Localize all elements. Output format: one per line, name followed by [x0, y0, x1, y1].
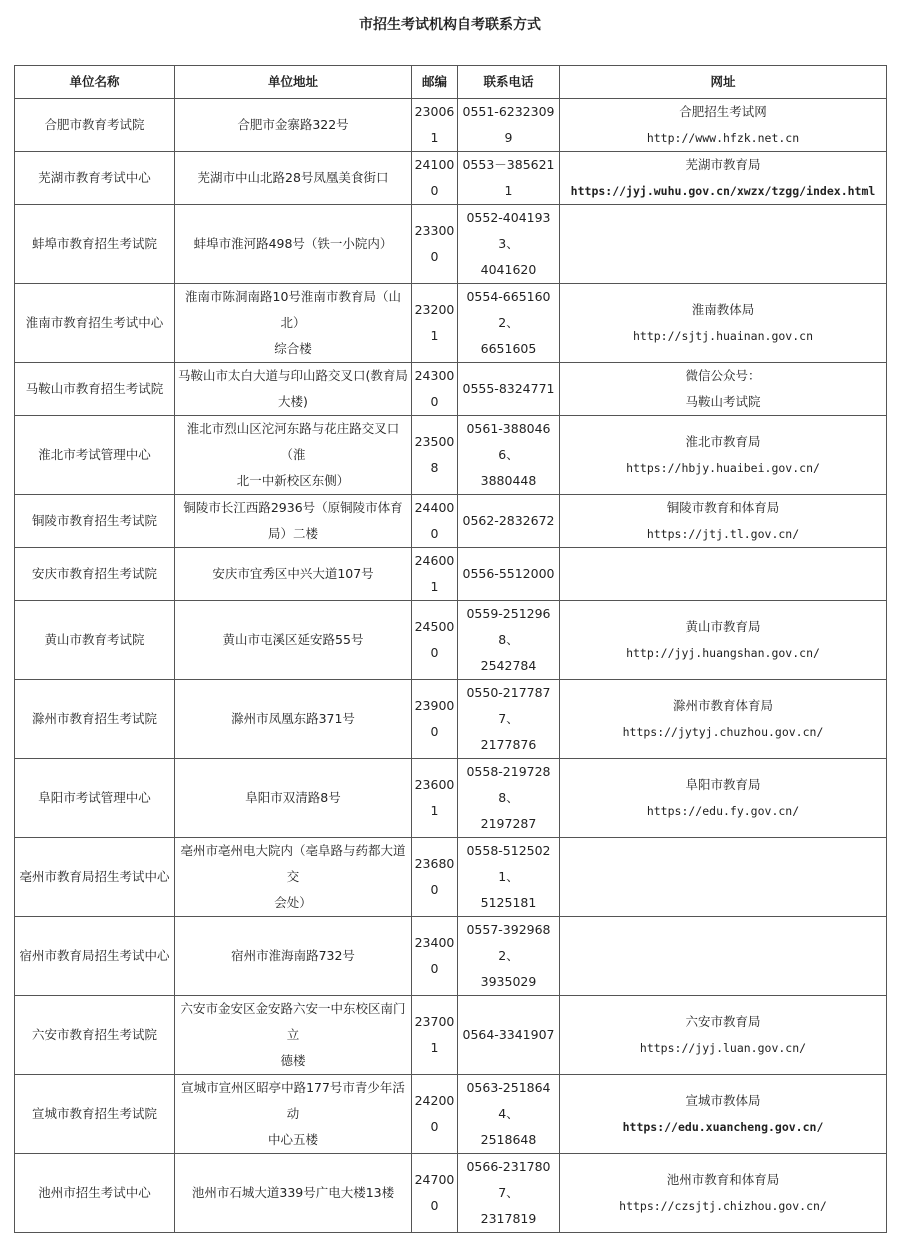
phone-number: 6651605 [480, 341, 537, 356]
zip-cell [412, 680, 458, 759]
website-url-link[interactable]: https://jyj.wuhu.gov.cn/xwzx/tzgg/index.html [570, 184, 876, 198]
website-url-link[interactable]: https://edu.xuancheng.gov.cn/ [622, 1120, 824, 1134]
unit-address-line: 淮南市陈洞南路10号淮南市教育局（山北） [185, 289, 401, 330]
table-row [15, 838, 887, 917]
phone-number: 0555-8324771 [462, 381, 555, 396]
zip-cell [412, 495, 458, 548]
unit-address-line: 综合楼 [274, 341, 312, 356]
unit-address-line: 亳州市亳州电大院内（亳阜路与药都大道交 [180, 843, 406, 884]
phone-cell [458, 759, 560, 838]
unit-name-cell [15, 1075, 175, 1154]
unit-name-cell [15, 495, 175, 548]
unit-address-line: 铜陵市长江西路2936号（原铜陵市体育 [183, 500, 403, 515]
unit-name: 铜陵市教育招生考试院 [31, 513, 157, 528]
zip-code: 247000 [414, 1172, 455, 1213]
unit-name-cell [15, 838, 175, 917]
unit-name-cell [15, 363, 175, 416]
zip-code: 242000 [414, 1093, 455, 1134]
unit-name: 黄山市教育考试院 [44, 632, 145, 647]
unit-address-cell [175, 759, 412, 838]
website-name: 阜阳市教育局 [685, 777, 761, 792]
table-row [15, 1075, 887, 1154]
unit-address-line: 滁州市凤凰东路371号 [231, 711, 355, 726]
page-title: 市招生考试机构自考联系方式 [359, 17, 541, 33]
table-body [15, 99, 887, 1233]
website-cell [560, 1075, 887, 1154]
unit-address-line: 马鞍山市太白大道与印山路交叉口(教育局 [178, 368, 408, 383]
website-name: 微信公众号： [685, 368, 761, 383]
phone-cell [458, 1154, 560, 1233]
website-name: 合肥招生考试网 [679, 104, 767, 119]
unit-name-cell [15, 548, 175, 601]
phone-cell [458, 1075, 560, 1154]
zip-code: 239000 [414, 698, 455, 739]
zip-code: 244000 [414, 500, 455, 541]
phone-number: 0566-2317807、 [466, 1159, 551, 1200]
website-url-link[interactable]: https://czsjtj.chizhou.gov.cn/ [619, 1199, 827, 1213]
phone-number: 3935029 [480, 974, 537, 989]
website-url-link[interactable]: https://jtj.tl.gov.cn/ [646, 527, 800, 541]
website-name: 宣城市教体局 [685, 1093, 761, 1108]
unit-address-line: 北一中新校区东侧） [236, 473, 350, 488]
table-row [15, 759, 887, 838]
website-url-link[interactable]: http://sjtj.huainan.gov.cn [632, 329, 813, 343]
website-name: 淮南教体局 [691, 302, 755, 317]
unit-address-cell [175, 99, 412, 152]
unit-name-cell [15, 99, 175, 152]
zip-code: 237001 [414, 1014, 455, 1055]
unit-address-cell [175, 284, 412, 363]
table-row [15, 601, 887, 680]
phone-cell [458, 917, 560, 996]
zip-cell [412, 917, 458, 996]
phone-number: 5125181 [480, 895, 537, 910]
zip-code: 236800 [414, 856, 455, 897]
phone-cell [458, 152, 560, 205]
unit-address-line: 安庆市宜秀区中兴大道107号 [212, 566, 374, 581]
unit-address-cell [175, 152, 412, 205]
unit-name-cell [15, 205, 175, 284]
header-website: 网址 [560, 66, 887, 99]
website-note: 马鞍山考试院 [685, 394, 761, 409]
website-cell [560, 416, 887, 495]
unit-name-cell [15, 996, 175, 1075]
phone-number: 0557-3929682、 [466, 922, 551, 963]
zip-cell [412, 759, 458, 838]
website-cell [560, 838, 887, 917]
zip-code: 241000 [414, 157, 455, 198]
unit-name: 合肥市教育考试院 [44, 117, 145, 132]
phone-cell [458, 601, 560, 680]
zip-cell [412, 416, 458, 495]
unit-name: 淮北市考试管理中心 [38, 447, 151, 462]
unit-name: 六安市教育招生考试院 [31, 1027, 157, 1042]
table-row [15, 996, 887, 1075]
zip-code: 243000 [414, 368, 455, 409]
phone-cell [458, 996, 560, 1075]
unit-address-cell [175, 680, 412, 759]
phone-number: 0556-5512000 [462, 566, 555, 581]
zip-cell [412, 548, 458, 601]
table-row [15, 680, 887, 759]
unit-address-line: 德楼 [280, 1053, 306, 1068]
zip-cell [412, 205, 458, 284]
phone-number: 0552-4041933、 [466, 210, 551, 251]
phone-number: 3880448 [480, 473, 537, 488]
phone-cell [458, 416, 560, 495]
unit-name: 亳州市教育局招生考试中心 [19, 869, 170, 884]
zip-code: 236001 [414, 777, 455, 818]
phone-number: 0563-2518644、 [466, 1080, 551, 1121]
unit-name: 宣城市教育招生考试院 [31, 1106, 157, 1121]
unit-address-cell [175, 1154, 412, 1233]
unit-address-cell [175, 601, 412, 680]
website-cell [560, 601, 887, 680]
unit-address-cell [175, 416, 412, 495]
unit-address-line: 宿州市淮海南路732号 [231, 948, 355, 963]
unit-name: 蚌埠市教育招生考试院 [31, 236, 157, 251]
unit-address-cell [175, 205, 412, 284]
phone-number: 0554-6651602、 [466, 289, 551, 330]
zip-code: 233000 [414, 223, 455, 264]
phone-number: 4041620 [480, 262, 537, 277]
unit-address-line: 宣城市宣州区昭亭中路177号市青少年活动 [181, 1080, 405, 1121]
zip-cell [412, 99, 458, 152]
unit-address-line: 黄山市屯溪区延安路55号 [222, 632, 364, 647]
table-row [15, 416, 887, 495]
header-address: 单位地址 [175, 66, 412, 99]
phone-number: 2518648 [480, 1132, 537, 1147]
website-url-link[interactable]: https://hbjy.huaibei.gov.cn/ [626, 461, 820, 475]
unit-name-cell [15, 416, 175, 495]
unit-address-cell [175, 548, 412, 601]
website-name: 黄山市教育局 [685, 619, 761, 634]
zip-cell [412, 601, 458, 680]
unit-address-cell [175, 363, 412, 416]
unit-address-line: 合肥市金寨路322号 [237, 117, 349, 132]
unit-name-cell [15, 759, 175, 838]
unit-name-cell [15, 152, 175, 205]
zip-cell [412, 363, 458, 416]
unit-name: 淮南市教育招生考试中心 [25, 315, 164, 330]
phone-cell [458, 838, 560, 917]
unit-name-cell [15, 284, 175, 363]
unit-name-cell [15, 1154, 175, 1233]
website-name: 滁州市教育体育局 [672, 698, 773, 713]
website-name: 铜陵市教育和体育局 [666, 500, 780, 515]
website-cell [560, 680, 887, 759]
unit-name: 池州市招生考试中心 [38, 1185, 151, 1200]
unit-address-line: 会处） [274, 895, 312, 910]
unit-address-cell [175, 917, 412, 996]
unit-address-line: 淮北市烈山区沱河东路与花庄路交叉口（淮 [186, 421, 400, 462]
phone-number: 0558-5125021、 [466, 843, 551, 884]
phone-cell [458, 99, 560, 152]
website-name: 芜湖市教育局 [685, 157, 761, 172]
table-row [15, 284, 887, 363]
website-cell [560, 917, 887, 996]
website-cell [560, 99, 887, 152]
website-name: 六安市教育局 [685, 1014, 761, 1029]
phone-number: 0562-2832672 [462, 513, 555, 528]
phone-cell [458, 548, 560, 601]
phone-number: 2317819 [480, 1211, 537, 1226]
zip-code: 234000 [414, 935, 455, 976]
website-name: 池州市教育和体育局 [666, 1172, 780, 1187]
phone-number: 0561-3880466、 [466, 421, 551, 462]
zip-cell [412, 152, 458, 205]
unit-name: 滁州市教育招生考试院 [31, 711, 157, 726]
website-url-link[interactable]: http://jyj.huangshan.gov.cn/ [626, 646, 820, 660]
unit-address-line: 中心五楼 [267, 1132, 318, 1147]
phone-number: 2197287 [480, 816, 537, 831]
unit-address-line: 六安市金安区金安路六安一中东校区南门立 [180, 1001, 406, 1042]
unit-name: 芜湖市教育考试中心 [38, 170, 151, 185]
table-row [15, 495, 887, 548]
unit-name: 阜阳市考试管理中心 [38, 790, 151, 805]
zip-code: 232001 [414, 302, 455, 343]
header-name: 单位名称 [15, 66, 175, 99]
unit-name: 宿州市教育局招生考试中心 [19, 948, 170, 963]
table-row [15, 152, 887, 205]
contacts-table [14, 65, 887, 1233]
phone-number: 0558-2197288、 [466, 764, 551, 805]
phone-number: 2542784 [480, 658, 537, 673]
phone-cell [458, 284, 560, 363]
zip-cell [412, 1154, 458, 1233]
table-header-row [15, 66, 887, 99]
zip-cell [412, 996, 458, 1075]
unit-address-line: 阜阳市双清路8号 [245, 790, 341, 805]
website-url-link[interactable]: http://www.hfzk.net.cn [646, 131, 800, 145]
website-cell [560, 1154, 887, 1233]
unit-address-cell [175, 1075, 412, 1154]
unit-address-line: 蚌埠市淮河路498号（铁一小院内） [193, 236, 393, 251]
phone-cell [458, 363, 560, 416]
unit-address-line: 局）二楼 [267, 526, 318, 541]
unit-address-cell [175, 996, 412, 1075]
phone-cell [458, 495, 560, 548]
phone-number: 0553－3856211 [462, 157, 555, 198]
table-row [15, 1154, 887, 1233]
unit-address-cell [175, 838, 412, 917]
unit-address-cell [175, 495, 412, 548]
website-url-link[interactable]: https://jyj.luan.gov.cn/ [639, 1041, 807, 1055]
phone-number: 2177876 [480, 737, 537, 752]
phone-number: 0550-2177877、 [466, 685, 551, 726]
unit-address-line: 芜湖市中山北路28号凤凰美食街口 [197, 170, 389, 185]
zip-cell [412, 1075, 458, 1154]
website-cell [560, 284, 887, 363]
zip-cell [412, 284, 458, 363]
phone-cell [458, 205, 560, 284]
unit-name-cell [15, 601, 175, 680]
unit-name-cell [15, 917, 175, 996]
header-zip: 邮编 [412, 66, 458, 99]
website-cell [560, 495, 887, 548]
unit-name-cell [15, 680, 175, 759]
unit-name: 马鞍山市教育招生考试院 [25, 381, 164, 396]
unit-address-line: 大楼) [278, 394, 308, 409]
table-row [15, 99, 887, 152]
website-url-link[interactable]: https://jytyj.chuzhou.gov.cn/ [622, 725, 824, 739]
phone-number: 0564-3341907 [462, 1027, 555, 1042]
zip-code: 235008 [414, 434, 455, 475]
website-url-link[interactable]: https://edu.fy.gov.cn/ [646, 804, 800, 818]
phone-number: 0559-2512968、 [466, 606, 551, 647]
website-cell [560, 152, 887, 205]
unit-address-line: 池州市石城大道339号广电大楼13楼 [191, 1185, 395, 1200]
table-row [15, 917, 887, 996]
website-cell [560, 759, 887, 838]
zip-cell [412, 838, 458, 917]
zip-code: 246001 [414, 553, 455, 594]
unit-name: 安庆市教育招生考试院 [31, 566, 157, 581]
website-name: 淮北市教育局 [685, 434, 761, 449]
phone-number: 0551-62323099 [462, 104, 555, 145]
zip-code: 245000 [414, 619, 455, 660]
table-row [15, 548, 887, 601]
website-cell [560, 205, 887, 284]
header-phone: 联系电话 [458, 66, 560, 99]
website-cell [560, 996, 887, 1075]
website-cell [560, 548, 887, 601]
table-row [15, 363, 887, 416]
zip-code: 230061 [414, 104, 455, 145]
website-cell [560, 363, 887, 416]
phone-cell [458, 680, 560, 759]
table-row [15, 205, 887, 284]
